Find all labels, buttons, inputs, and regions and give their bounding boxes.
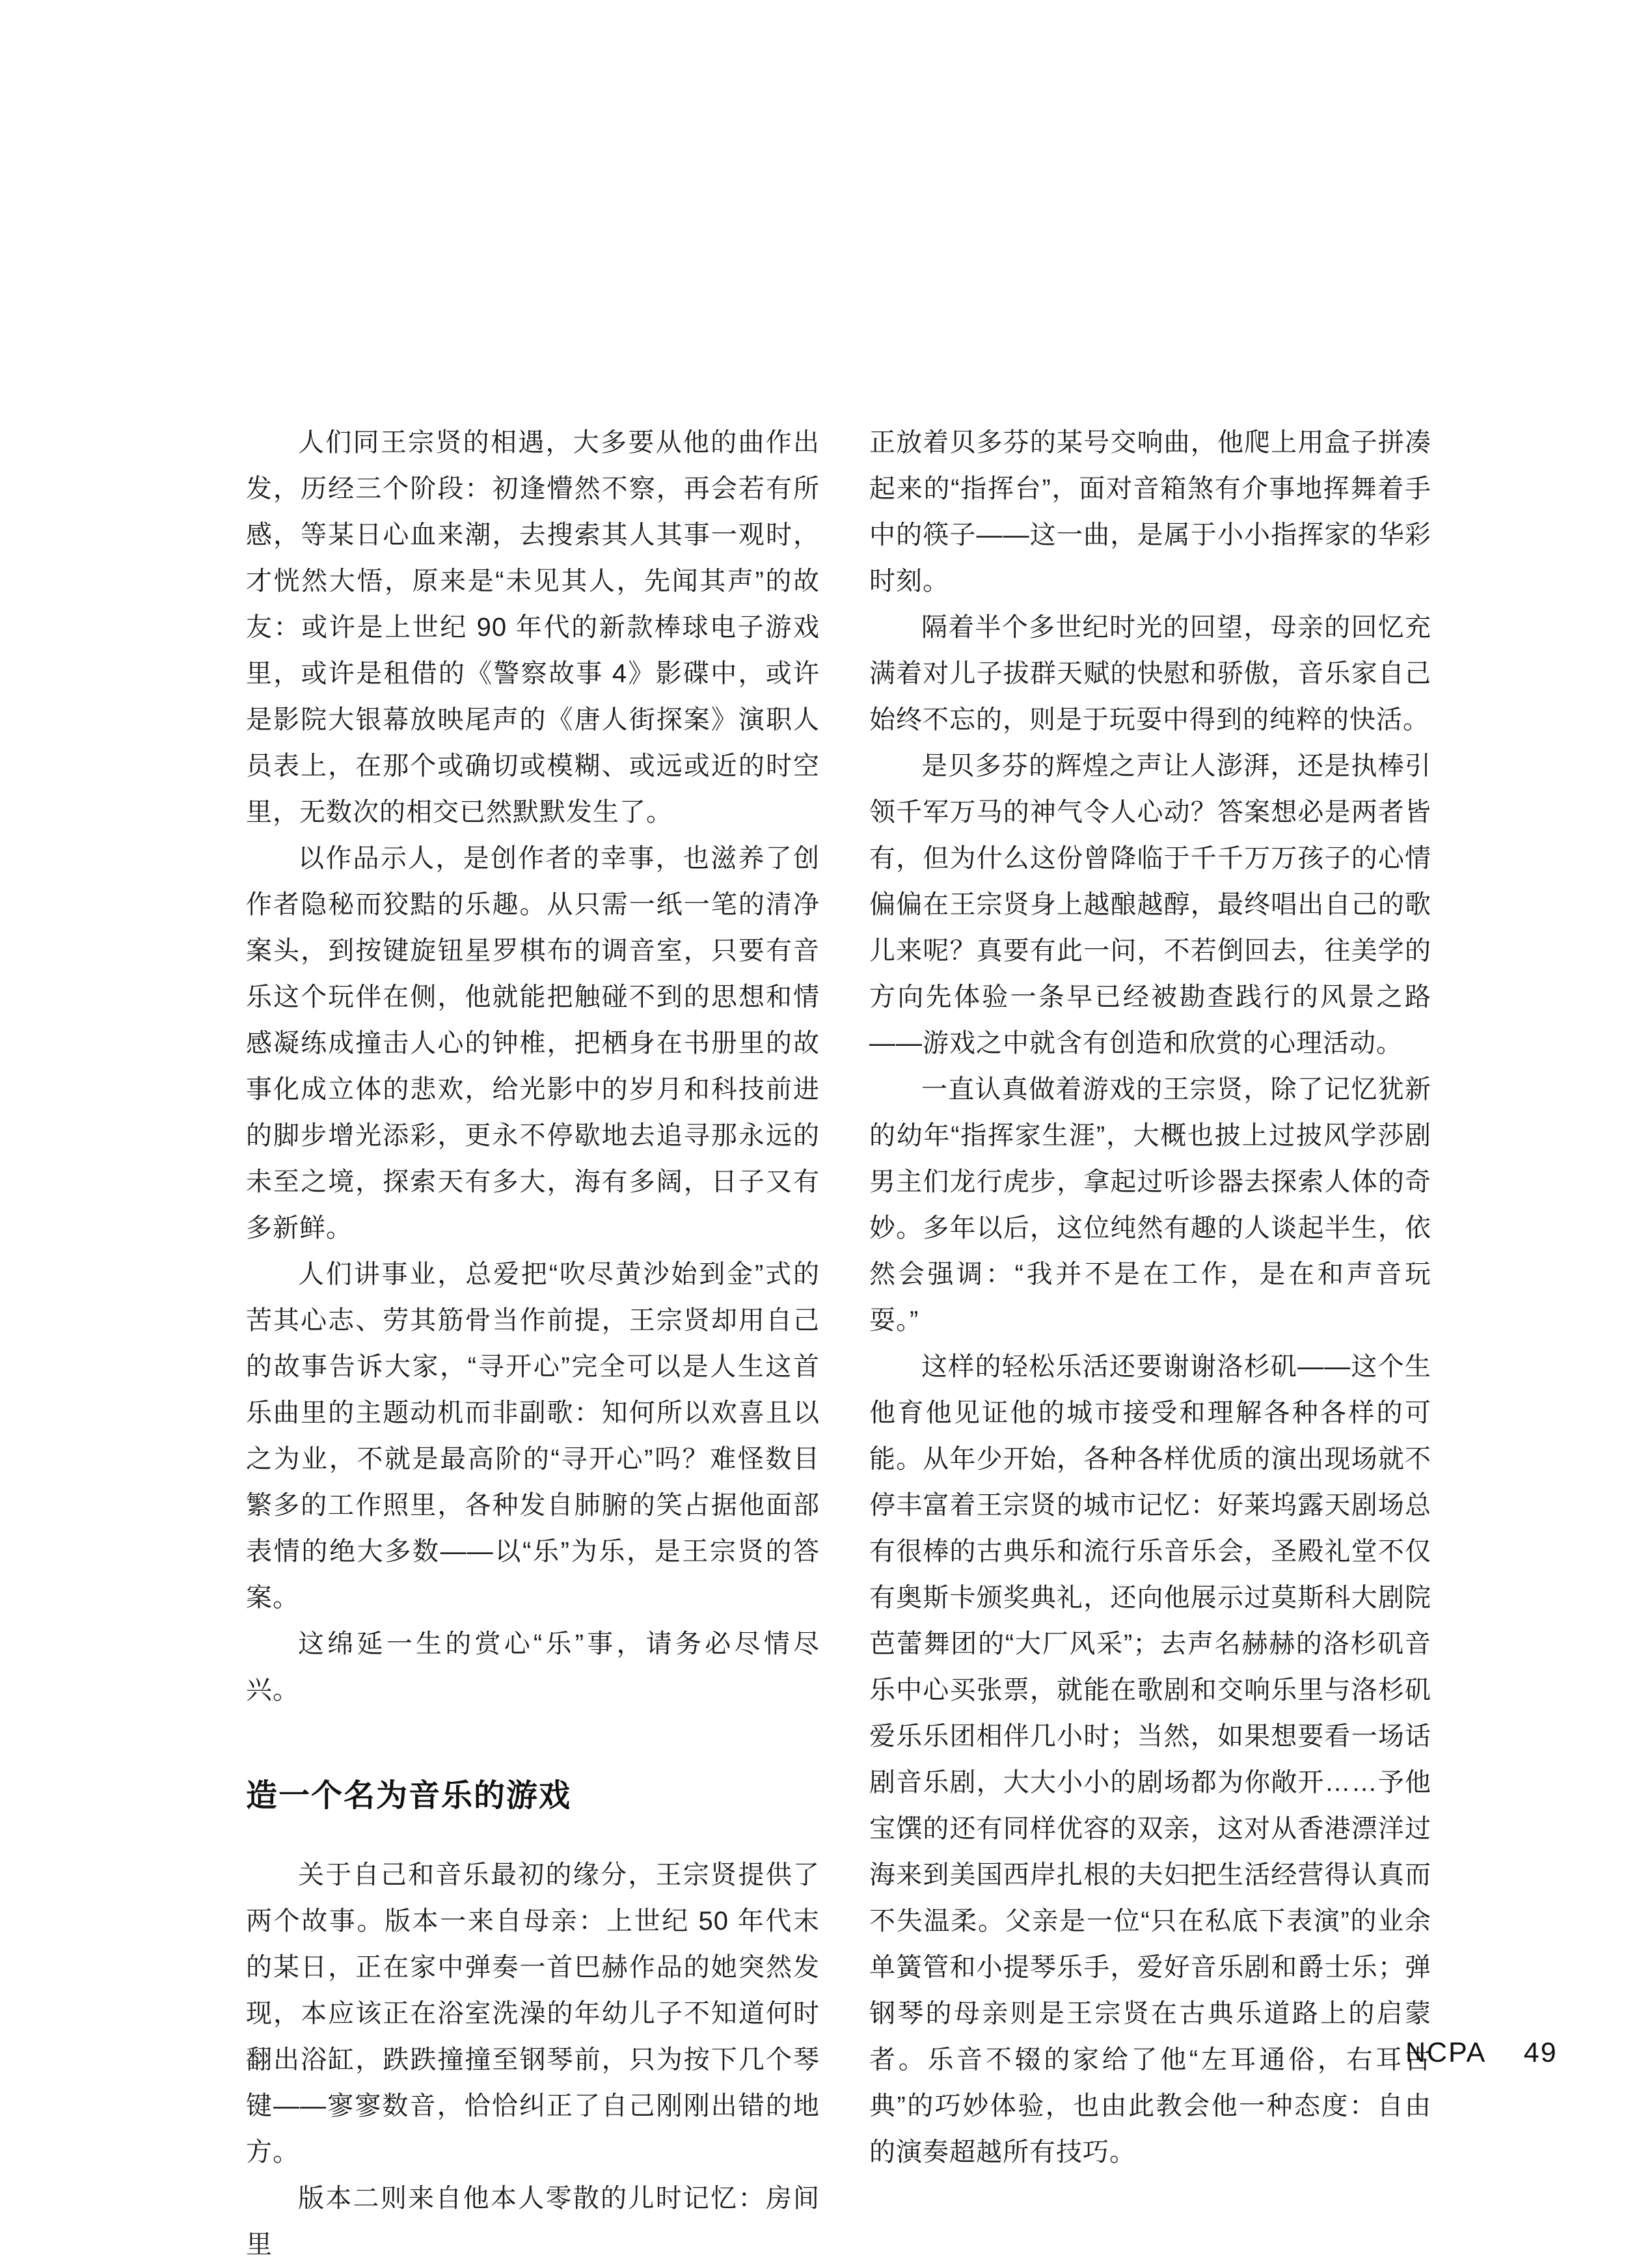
page-number: NCPA 49 [1405,2037,1558,2068]
paragraph: 一直认真做着游戏的王宗贤，除了记忆犹新的幼年“指挥家生涯”，大概也披上过披风学莎剧男主们龙行虎步，拿起过听诊器去探索人体的奇妙。多年以后，这位纯然有趣的人谈起半生，依然会强调：“我并不是在工作，是在和声音玩耍。” [869,1075,1431,1335]
paragraph: 版本二则来自他本人零散的儿时记忆：房间里 [246,2184,820,2259]
paragraph: 隔着半个多世纪时光的回望，母亲的回忆充满着对儿子拔群天赋的快慰和骄傲，音乐家自己始终不忘的，则是于玩耍中得到的纯粹的快活。 [869,613,1431,734]
paragraph: 这样的轻松乐活还要谢谢洛杉矶——这个生他育他见证他的城市接受和理解各种各样的可能。从年少开始，各种各样优质的演出现场就不停丰富着王宗贤的城市记忆：好莱坞露天剧场总有很棒的古典乐和流行乐音乐会，圣殿礼堂不仅有奥斯卡颁奖典礼，还向他展示过莫斯科大剧院芭蕾舞团的“大厂风采”；去声名赫赫的洛杉矶音乐中心买张票，就能在歌剧和交响乐里与洛杉矶爱乐乐团相伴几小时；当然，如果想要看一场话剧音乐剧，大大小小的剧场都为你敞开……予他宝馔的还有同样优容的双亲，这对从香港漂洋过海来到美国西岸扎根的夫妇把生活经营得认真而不失温柔。父亲是一位“只在私底下表演”的业余单簧管和小提琴乐手，爱好音乐剧和爵士乐；弹钢琴的母亲则是王宗贤在古典乐道路上的启蒙者。乐音不辍的家给了他“左耳通俗，右耳古典”的巧妙体验，也由此教会他一种态度：自由的演奏超越所有技巧。 [869,1352,1431,2166]
paragraph: 这绵延一生的赏心“乐”事，请务必尽情尽兴。 [246,1630,820,1704]
left-text-column [246,420,820,2268]
paragraph: 关于自己和音乐最初的缘分，王宗贤提供了两个故事。版本一来自母亲：上世纪 50 年代末的某日，正在家中弹奏一首巴赫作品的她突然发现，本应该正在浴室洗澡的年幼儿子不知道何时翻出浴缸，跌跌撞撞至钢琴前，只为按下几个琴键——寥寥数音，恰恰纠正了自己刚刚出错的地方。 [246,1861,820,2166]
paragraph: 人们同王宗贤的相遇，大多要从他的曲作出发，历经三个阶段：初逢懵然不察，再会若有所感，等某日心血来潮，去搜索其人其事一观时，才恍然大悟，原来是“未见其人，先闻其声”的故友：或许是上世纪 90 年代的新款棒球电子游戏里，或许是租借的《警察故事 4》影碟中，或许是影院大银幕放映尾声的《唐人街探案》演职人员表上，在那个或确切或模糊、或远或近的时空里，无数次的相交已然默默发生了。 [246,428,820,827]
paragraph-continuation: 正放着贝多芬的某号交响曲，他爬上用盒子拼凑起来的“指挥台”，面对音箱煞有介事地挥舞着手中的筷子——这一曲，是属于小小指挥家的华彩时刻。 [869,428,1431,595]
section-heading: 造一个名为音乐的游戏 [246,1779,572,1813]
paragraph: 以作品示人，是创作者的幸事，也滋养了创作者隐秘而狡黠的乐趣。从只需一纸一笔的清净案头，到按键旋钮星罗棋布的调音室，只要有音乐这个玩伴在侧，他就能把触碰不到的思想和情感凝练成撞击人心的钟椎，把栖身在书册里的故事化成立体的悲欢，给光影中的岁月和科技前进的脚步增光添彩，更永不停歇地去追寻那永远的未至之境，探索天有多大，海有多阔，日子又有多新鲜。 [246,844,820,1242]
paragraph: 是贝多芬的辉煌之声让人澎湃，还是执棒引领千军万马的神气令人心动？答案想必是两者皆有，但为什么这份曾降临于千千万万孩子的心情偏偏在王宗贤身上越酿越醇，最终唱出自己的歌儿来呢？真要有此一问，不若倒回去，往美学的方向先体验一条早已经被勘查践行的风景之路——游戏之中就含有创造和欣赏的心理活动。 [869,752,1431,1058]
paragraph: 人们讲事业，总爱把“吹尽黄沙始到金”式的苦其心志、劳其筋骨当作前提，王宗贤却用自己的故事告诉大家，“寻开心”完全可以是人生这首乐曲里的主题动机而非副歌：知何所以欢喜且以之为业，不就是最高阶的“寻开心”吗？难怪数目繁多的工作照里，各种发自肺腑的笑占据他面部表情的绝大多数——以“乐”为乐，是王宗贤的答案。 [246,1260,820,1612]
right-text-column [869,420,1431,2176]
